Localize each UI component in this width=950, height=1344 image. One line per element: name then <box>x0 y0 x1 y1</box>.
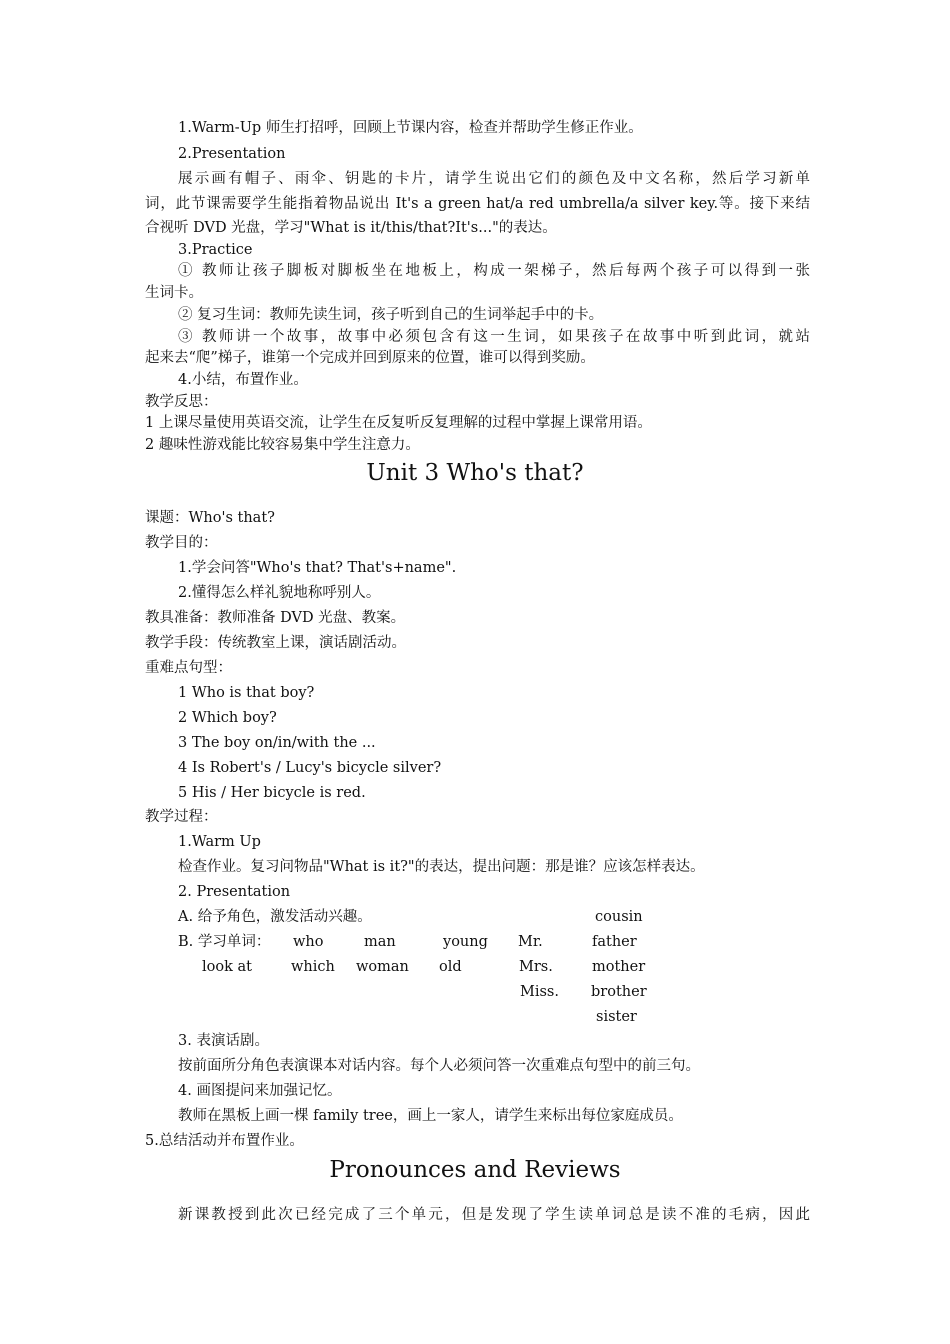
presentation-line-2: 词，此节课需要学生能指着物品说出 It's a green hat/a red umbrella/a silver key.等。接下来结 <box>145 196 810 212</box>
word-man: man <box>364 934 396 950</box>
pronounces-title: Pronounces and Reviews <box>329 1157 621 1183</box>
play-heading: 3. 表演话剧。 <box>178 1033 269 1049</box>
practice-3-line-1: ③ 教师讲一个故事，故事中必须包含有这一生词，如果孩子在故事中听到此词，就站 <box>178 329 810 345</box>
word-father: father <box>592 934 637 950</box>
word-old: old <box>439 959 462 975</box>
summary-line: 4.小结，布置作业。 <box>178 372 308 388</box>
methods-line: 教学手段：传统教室上课，演话剧活动。 <box>145 635 406 651</box>
play-text: 按前面所分角色表演课本对话内容。每个人必须问答一次重难点句型中的前三句。 <box>178 1058 700 1074</box>
practice-1-line-2: 生词卡。 <box>145 285 203 301</box>
practice-1-line-1: ① 教师让孩子脚板对脚板坐在地板上，构成一架梯子，然后每两个孩子可以得到一张 <box>178 263 810 279</box>
practice-2: ② 复习生词：教师先读生词，孩子听到自己的生词举起手中的卡。 <box>178 307 604 323</box>
key-sentences-heading: 重难点句型： <box>145 660 232 676</box>
draw-text: 教师在黑板上画一棵 family tree，画上一家人，请学生来标出每位家庭成员。 <box>178 1108 683 1124</box>
objective-1: 1.学会问答"Who's that? That's+name". <box>178 560 457 576</box>
reflection-2: 2 趣味性游戏能比较容易集中学生注意力。 <box>145 437 420 453</box>
practice-heading: 3.Practice <box>178 242 253 258</box>
draw-heading: 4. 画图提问来加强记忆。 <box>178 1083 342 1099</box>
key-sentence: 3 The boy on/in/with the ... <box>178 735 376 751</box>
warmup-line: 1.Warm-Up 师生打招呼，回顾上节课内容，检查并帮助学生修正作业。 <box>178 120 643 136</box>
word-sister: sister <box>596 1009 637 1025</box>
warmup-heading: 1.Warm Up <box>178 834 261 850</box>
word-cousin: cousin <box>595 909 643 925</box>
materials-line: 教具准备：教师准备 DVD 光盘、教案。 <box>145 610 406 626</box>
key-sentence: 2 Which boy? <box>178 710 277 726</box>
word-mrs: Mrs. <box>519 959 553 975</box>
word-which: which <box>291 959 335 975</box>
reflection-1: 1 上课尽量使用英语交流，让学生在反复听反复理解的过程中掌握上课常用语。 <box>145 415 652 431</box>
key-sentence: 1 Who is that boy? <box>178 685 315 701</box>
word-young: young <box>443 934 488 950</box>
reflection-heading: 教学反思： <box>145 394 218 410</box>
presentation-a: A. 给予角色，激发活动兴趣。 <box>178 909 372 925</box>
objectives-heading: 教学目的： <box>145 535 218 551</box>
key-sentence: 5 His / Her bicycle is red. <box>178 785 366 801</box>
word-mother: mother <box>592 959 646 975</box>
presentation-heading: 2.Presentation <box>178 146 286 162</box>
word-miss: Miss. <box>520 984 559 1000</box>
wrapup-line: 5.总结活动并布置作业。 <box>145 1133 304 1149</box>
unit3-title: Unit 3 Who's that? <box>366 460 584 486</box>
unit3-topic: 课题：Who's that? <box>145 510 275 526</box>
objective-2: 2.懂得怎么样礼貌地称呼别人。 <box>178 585 381 601</box>
word-look-at: look at <box>202 959 252 975</box>
key-sentence: 4 Is Robert's / Lucy's bicycle silver? <box>178 760 442 776</box>
warmup-text: 检查作业。复习问物品"What is it?"的表达，提出问题：那是谁？应该怎样表达。 <box>178 859 705 875</box>
word-brother: brother <box>591 984 647 1000</box>
word-who: who <box>293 934 324 950</box>
presentation-line-1: 展示画有帽子、雨伞、钥匙的卡片，请学生说出它们的颜色及中文名称，然后学习新单 <box>178 171 810 187</box>
word-woman: woman <box>356 959 409 975</box>
presentation-b-label: B. 学习单词： <box>178 934 271 950</box>
process-heading: 教学过程： <box>145 809 218 825</box>
practice-3-line-2: 起来去“爬”梯子，谁第一个完成并回到原来的位置，谁可以得到奖励。 <box>145 350 595 366</box>
presentation-heading-u3: 2. Presentation <box>178 884 291 900</box>
pronounces-text: 新课教授到此次已经完成了三个单元，但是发现了学生读单词总是读不准的毛病，因此 <box>178 1207 810 1223</box>
presentation-line-3: 合视听 DVD 光盘，学习"What is it/this/that?It's..."的表达。 <box>145 220 557 236</box>
word-mr: Mr. <box>518 934 543 950</box>
